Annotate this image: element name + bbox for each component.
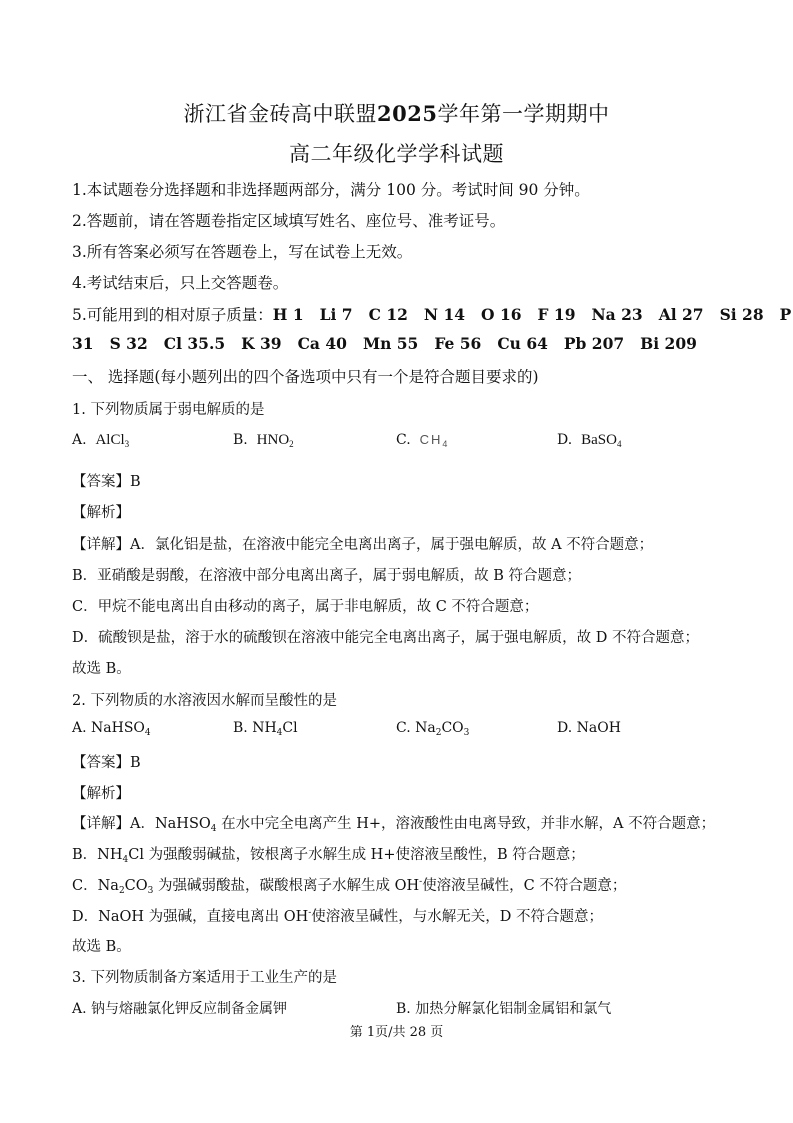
q1-analysis: 【解析】 — [72, 505, 130, 521]
note-2: 2.答题前，请在答题卷指定区域填写姓名、座位号、准考证号。 — [72, 212, 506, 230]
q2-analysis: 【解析】 — [72, 786, 130, 802]
q2-option-a: A. NaHSO$_4$ — [72, 720, 151, 738]
q3-option-b: B. 加热分解氯化铝制金属铝和氯气 — [396, 1001, 612, 1017]
section-heading: 一、 选择题(每小题列出的四个备选项中只有一个是符合题目要求的) — [72, 368, 539, 386]
q1-option-c: C. $CH_4$ — [396, 432, 450, 449]
q2-detail-4: D．NaOH 为强碱，直接电离出 OH-使溶液呈碱性，与水解无关，D 不符合题意； — [72, 908, 604, 925]
q1-option-b: B. $HNO_2$ — [233, 432, 294, 449]
q1-detail-3: C．甲烷不能电离出自由移动的离子，属于非电解质，故 C 不符合题意； — [72, 599, 539, 615]
q2-conclusion: 故选 B。 — [72, 939, 131, 955]
q1-detail-1: 【详解】A．氯化铝是盐，在溶液中能完全电离出离子，属于强电解质，故 A 不符合题意； — [72, 537, 654, 553]
q3-stem: 3. 下列物质制备方案适用于工业生产的是 — [72, 970, 337, 986]
q1-detail-4: D．硫酸钡是盐，溶于水的硫酸钡在溶液中能完全电离出离子，属于强电解质，故 D 不符合题意； — [72, 630, 699, 646]
q1-option-a: A. AlCl$_3$ — [72, 432, 130, 449]
q1-stem: 1. 下列物质属于弱电解质的是 — [72, 402, 265, 418]
exam-title-line1: 浙江省金砖高中联盟2025学年第一学期期中 — [183, 101, 610, 126]
q2-detail-1: 【详解】A．NaHSO$_4$ 在水中完全电离产生 H+，溶液酸性由电离导致，并非水解，A 不符合题意； — [72, 816, 716, 834]
q2-detail-2: B．$NH_4Cl$ 为强酸弱碱盐，铵根离子水解生成 H+使溶液呈酸性，B 符合题意； — [72, 847, 585, 865]
q1-detail-2: B．亚硝酸是弱酸，在溶液中部分电离出离子，属于弱电解质，故 B 符合题意； — [72, 568, 582, 584]
q3-option-a: A. 钠与熔融氯化钾反应制备金属钾 — [72, 1001, 288, 1017]
atomic-masses-line1: 5.可能用到的相对原子质量：H 1 Li 7 C 12 N 14 O 16 F 19 Na 23 Al 27 Si 28 P — [72, 305, 792, 324]
q2-detail-3: C．$Na_2CO_3$ 为强碱弱酸盐，碳酸根离子水解生成 OH-使溶液呈碱性，C 不符合题意； — [72, 877, 627, 896]
note-4: 4.考试结束后，只上交答题卷。 — [72, 274, 289, 292]
q2-option-b: B. $NH_4Cl$ — [233, 720, 298, 738]
q1-option-d: D. BaSO$_4$ — [557, 432, 622, 449]
atomic-masses-line2: 31 S 32 Cl 35.5 K 39 Ca 40 Mn 55 Fe 56 Cu 64 Pb 207 Bi 209 — [72, 334, 697, 353]
q1-conclusion: 故选 B。 — [72, 661, 131, 677]
q2-answer: 【答案】B — [72, 755, 141, 771]
q2-option-d: D. NaOH — [557, 720, 621, 736]
page-footer: 第 1页/共 28 页 — [349, 1025, 444, 1040]
note-1: 1.本试题卷分选择题和非选择题两部分，满分 100 分。考试时间 90 分钟。 — [72, 181, 590, 199]
q2-stem: 2. 下列物质的水溶液因水解而呈酸性的是 — [72, 693, 337, 709]
note-3: 3.所有答案必须写在答题卷上，写在试卷上无效。 — [72, 243, 413, 261]
q1-answer: 【答案】B — [72, 474, 141, 490]
q2-option-c: C. $Na_2CO_3$ — [396, 720, 470, 738]
exam-title-line2: 高二年级化学学科试题 — [289, 142, 504, 166]
